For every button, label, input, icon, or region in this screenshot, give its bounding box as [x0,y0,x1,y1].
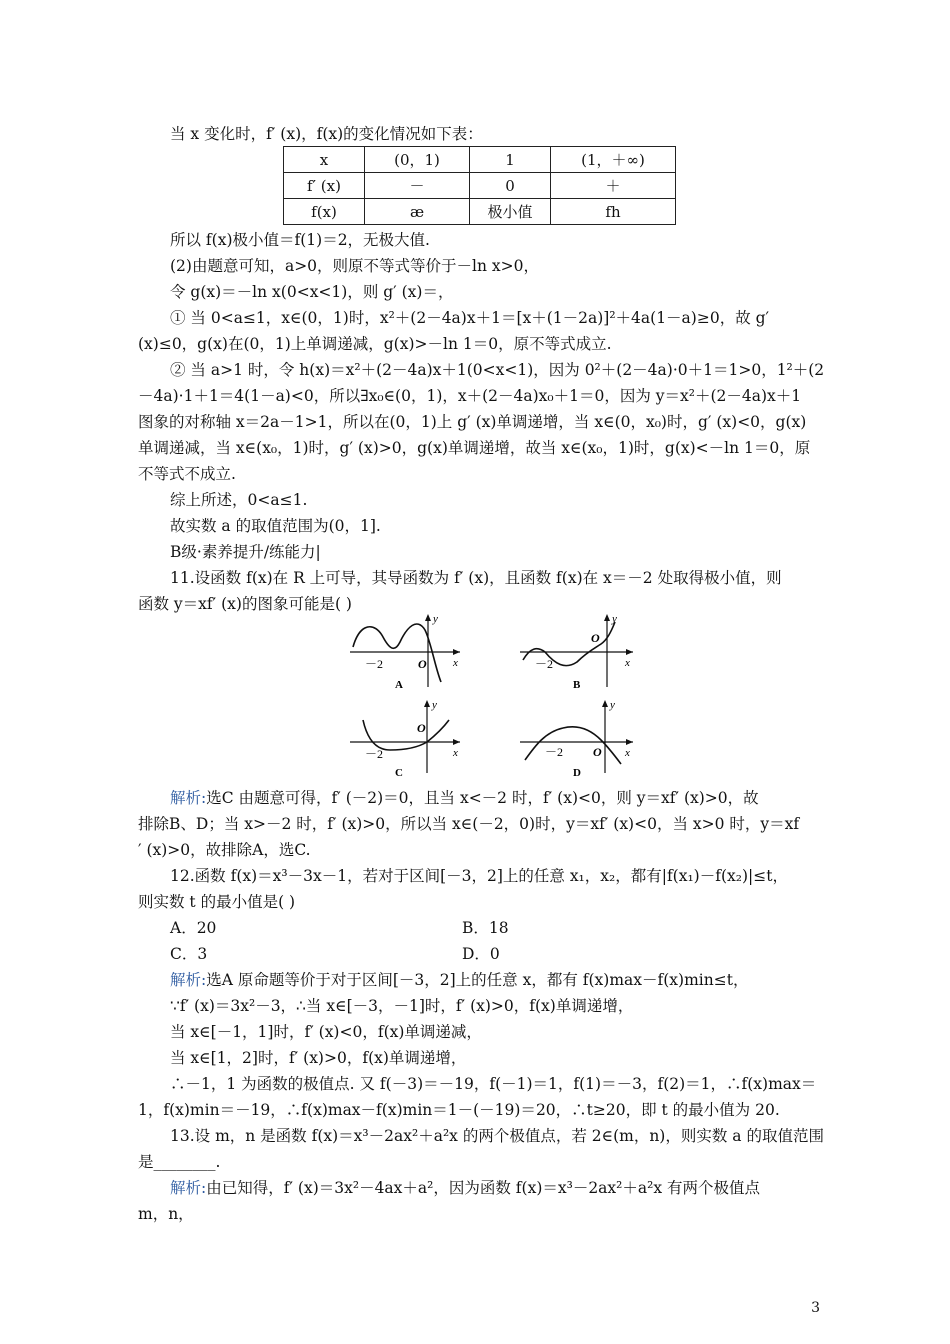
page-number: 3 [811,1300,820,1316]
neg2-label: －2 [365,747,384,761]
y-arrow [602,700,608,707]
intro-text: 当 x 变化时，f′ (x)，f(x)的变化情况如下表： [170,125,483,143]
option-d: D．0 [462,945,500,963]
text-line: 综上所述，0<a≤1. [170,491,308,509]
y-arrow [425,614,431,621]
graph-c [345,698,465,778]
text-line: (2)由题意可知，a>0，则原不等式等价于－ln x>0， [170,257,540,275]
analysis-line: 解析:由已知得，f′ (x)＝3x²－4ax＋a²，因为函数 f(x)＝x³－2ax²＋a²x 有两个极值点 [170,1179,761,1197]
analysis-line: ∴－1，1 为函数的极值点. 又 f(－3)＝－19，f(－1)＝1，f(1)＝－3，f(2)＝1，∴f(x)max＝ [170,1075,817,1093]
y-label: y [610,699,615,711]
question-12: 则实数 t 的最小值是( ) [138,893,296,911]
x-label: x [453,657,458,669]
text-line: －4a)·1＋1＝4(1－a)<0，所以∃x₀∈(0，1)，x＋(2－4a)x₀＋1＝0，因为 y＝x²＋(2－4a)x＋1 [138,387,802,405]
graph-a [345,612,465,692]
x-arrow [626,649,633,655]
question-13: 13.设 m，n 是函数 f(x)＝x³－2ax²＋a²x 的两个极值点，若 2∈(m，n)，则实数 a 的取值范围 [170,1127,824,1145]
analysis-line: m，n， [138,1205,194,1223]
variation-table [283,146,676,225]
table-row: x (0，1) 1 (1，＋∞) [284,147,676,173]
question-11: 11.设函数 f(x)在 R 上可导，其导函数为 f′ (x)，且函数 f(x)在 x＝－2 处取得极小值，则 [170,569,782,587]
question-13: 是________. [138,1153,221,1171]
x-arrow [626,739,633,745]
x-label: x [453,747,458,759]
y-label: y [433,613,438,625]
graph-label: D [573,767,581,778]
y-arrow [424,700,430,707]
origin-label: O [417,721,426,735]
option-c: C．3 [170,945,208,963]
analysis-line: 当 x∈[－1，1]时，f′ (x)<0，f(x)单调递减， [170,1023,482,1041]
curve [363,720,449,750]
neg2-label: －2 [365,657,384,671]
question-11: 函数 y＝xf′ (x)的图象可能是( ) [138,595,352,613]
y-label: y [432,699,437,711]
text-line: 单调递减，当 x∈(x₀，1)时，g′ (x)>0，g(x)单调递增，故当 x∈(x₀，1)时，g(x)<－ln 1＝0，原 [138,439,811,457]
origin-label: O [591,631,600,645]
section-heading: B级·素养提升/练能力| [170,543,321,561]
analysis-line: 排除B、D；当 x>－2 时，f′ (x)>0，所以当 x∈(－2，0)时，y＝xf′ (x)<0，当 x>0 时，y＝xf [138,815,800,833]
table-row: f(x) æ 极小值 fh [284,199,676,225]
text-line: 不等式不成立. [138,465,236,483]
y-label: y [612,613,617,625]
analysis-line: 解析:选A 原命题等价于对于区间[－3，2]上的任意 x，都有 f(x)max－f(x)min≤t， [170,971,749,989]
x-label: x [625,657,630,669]
text-line: 故实数 a 的取值范围为(0，1]. [170,517,381,535]
option-b: B．18 [462,919,509,937]
text-line: ① 当 0<a≤1，x∈(0，1)时，x²＋(2－4a)x＋1＝[x＋(1－2a)]²＋4a(1－a)≥0，故 g′ [170,309,770,327]
graph-label: C [395,767,403,778]
text-line: ② 当 a>1 时，令 h(x)＝x²＋(2－4a)x＋1(0<x<1)，因为 0²＋(2－4a)·0＋1＝1>0，1²＋(2 [170,361,825,379]
x-label: x [625,747,630,759]
analysis-tag: 解析: [170,789,207,807]
analysis-tag: 解析: [170,1179,207,1197]
curve [525,727,621,764]
analysis-line: 解析:选C 由题意可得，f′ (－2)＝0，且当 x<－2 时，f′ (x)<0，则 y＝xf′ (x)>0，故 [170,789,759,807]
text-line: 令 g(x)＝－ln x(0<x<1)，则 g′ (x)＝， [170,283,454,301]
graph-d [515,698,640,778]
graph-label: A [395,679,403,691]
graph-b [515,612,640,692]
analysis-tag: 解析: [170,971,207,989]
text-line: 所以 f(x)极小值＝f(1)＝2，无极大值. [170,231,430,249]
analysis-line: 当 x∈[1，2]时，f′ (x)>0，f(x)单调递增， [170,1049,467,1067]
text-line: 图象的对称轴 x＝2a－1>1，所以在(0，1)上 g′ (x)单调递增，当 x∈(0，x₀)时，g′ (x)<0，g(x) [138,413,807,431]
neg2-label: －2 [535,657,554,671]
analysis-line: ∵f′ (x)＝3x²－3，∴当 x∈[－3，－1]时，f′ (x)>0，f(x)单调递增， [170,997,634,1015]
analysis-line: 1，f(x)min＝－19，∴f(x)max－f(x)min＝1－(－19)＝20，∴t≥20，即 t 的最小值为 20. [138,1101,780,1119]
x-arrow [453,739,460,745]
x-arrow [453,649,460,655]
graph-label: B [573,679,581,691]
neg2-label: －2 [545,745,564,759]
text-line: (x)≤0，g(x)在(0，1)上单调递减，g(x)>－ln 1＝0，原不等式成立. [138,335,612,353]
origin-label: O [593,745,602,759]
option-a: A．20 [170,919,217,937]
y-arrow [604,614,610,621]
table-row: f′ (x) － 0 ＋ [284,173,676,199]
origin-label: O [418,657,427,671]
question-12: 12.函数 f(x)＝x³－3x－1，若对于区间[－3，2]上的任意 x₁，x₂，都有|f(x₁)－f(x₂)|≤t， [170,867,788,885]
analysis-line: ′ (x)>0，故排除A，选C. [138,841,311,859]
